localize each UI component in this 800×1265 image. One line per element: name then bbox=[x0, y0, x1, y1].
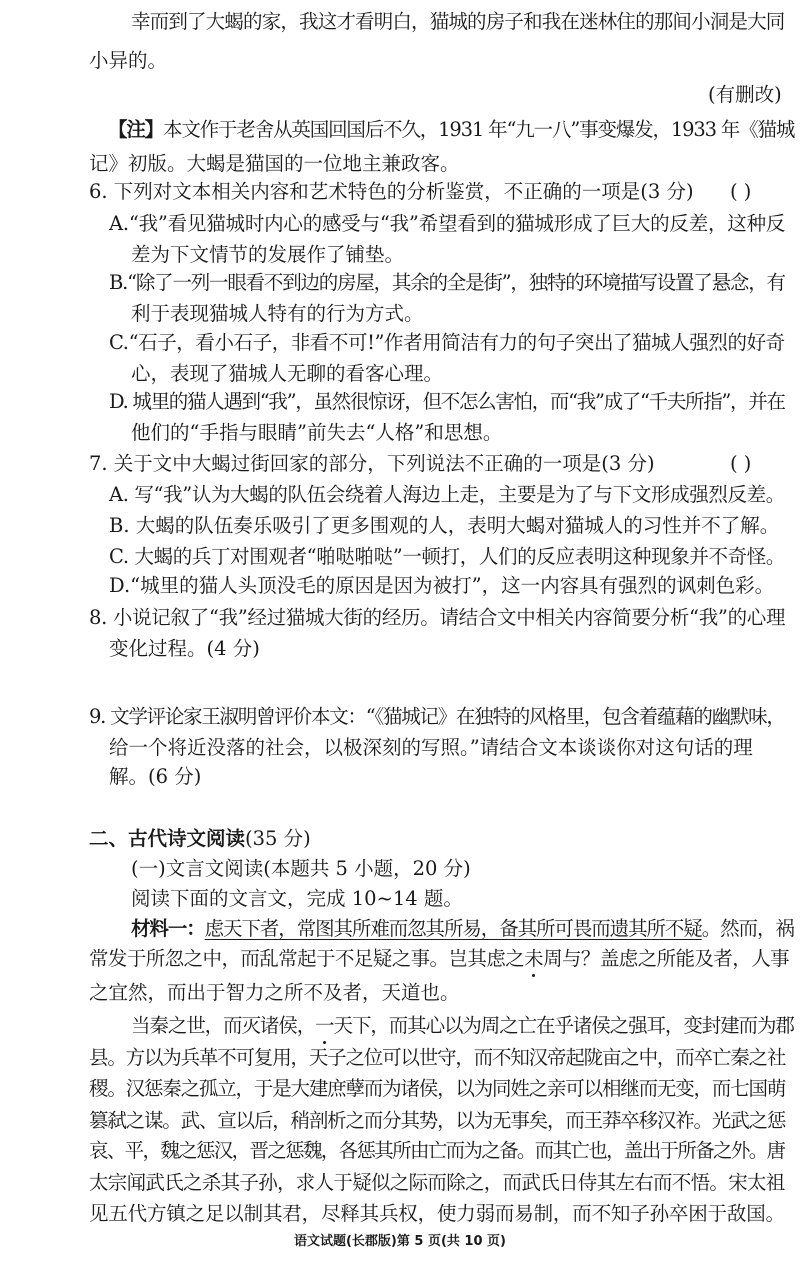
option-6d: D. 城里的猫人遇到“我”，虽然很惊讶，但不怎么害怕，而“我”成了“千夫所指”，并在 bbox=[109, 390, 785, 413]
material-line: 常发于所忽之中，而乱常起于不足疑之事。岂其虑之未周与？盖虑之所能及者，人事 bbox=[89, 947, 790, 970]
option-6d-cont: 他们的“手指与眼睛”前失去“人格”和思想。 bbox=[131, 421, 503, 444]
emphasis-dot-char: 未 bbox=[524, 947, 544, 970]
passage-line: 幸而到了大蝎的家，我这才看明白，猫城的房子和我在迷林住的那间小洞是大同 bbox=[131, 10, 785, 33]
note-label: 【注】 bbox=[108, 118, 164, 141]
question-8-cont: 变化过程。(4 分) bbox=[109, 637, 260, 660]
material-line: 之宜然，而出于智力之所不及者，天道也。 bbox=[89, 981, 460, 1004]
note-text-cont: 记》初版。大蝎是猫国的一位地主兼政客。 bbox=[89, 152, 460, 175]
option-6b-cont: 利于表现猫城人特有的行为方式。 bbox=[131, 302, 424, 325]
emphasis-dot-char: 一 bbox=[315, 1014, 334, 1037]
question-6: 6. 下列对文本相关内容和艺术特色的分析鉴赏，不正确的一项是(3 分) bbox=[89, 180, 694, 203]
option-7c: C. 大蝎的兵丁对围观者“啪哒啪哒”一顿打，人们的反应表明这种现象并不奇怪。 bbox=[109, 545, 786, 568]
material-label: 材料一： bbox=[131, 917, 205, 940]
option-6b: B.“除了一列一眼看不到边的房屋，其余的全是街”，独特的环境描写设置了悬念，有 bbox=[109, 271, 785, 294]
option-6a: A.“我”看见猫城时内心的感受与“我”希望看到的猫城形成了巨大的反差，这种反 bbox=[109, 212, 786, 235]
answer-bracket-7[interactable]: ( ) bbox=[730, 452, 752, 475]
source-note: (有删改) bbox=[708, 83, 782, 106]
option-7d: D.“城里的猫人头顶没毛的原因是因为被打”，这一内容具有强烈的讽刺色彩。 bbox=[109, 574, 775, 597]
section-title: 二、古代诗文阅读 bbox=[89, 827, 246, 850]
page-footer: 语文试题(长郡版)第 5 页(共 10 页) bbox=[293, 1234, 506, 1249]
question-8: 8. 小说记叙了“我”经过猫城大街的经历。请结合文中相关内容简要分析“我”的心理 bbox=[89, 606, 786, 629]
answer-bracket-6[interactable]: ( ) bbox=[730, 180, 752, 203]
note-paragraph bbox=[108, 118, 794, 142]
material-line: 篡弑之谋。武、宣以后，稍剖析之而分其势，以为无事矣，而王莽卒移汉祚。光武之惩 bbox=[89, 1109, 786, 1132]
question-9-cont: 给一个将近没落的社会，以极深刻的写照。”请结合文本谈谈你对这句话的理 bbox=[109, 736, 753, 759]
option-6a-cont: 差为下文情节的发展作了铺垫。 bbox=[131, 243, 405, 266]
material-line: 当秦之世，而灭诸侯，一天下，而其心以为周之亡在乎诸侯之强耳，变封建而为郡 bbox=[131, 1014, 794, 1037]
option-6c-cont: 心，表现了猫城人无聊的看客心理。 bbox=[131, 362, 444, 385]
question-7: 7. 关于文中大蝎过街回家的部分，下列说法不正确的一项是(3 分) bbox=[89, 452, 655, 475]
underlined-sentence: 虑天下者，常图其所难而忽其所易，备其所可畏而遗其所不疑 bbox=[204, 917, 702, 940]
option-6c: C.“石子，看小石子，非看不可!”作者用简洁有力的句子突出了猫城人强烈的好奇 bbox=[109, 331, 785, 354]
option-7a: A. 写“我”认为大蝎的队伍会绕着人海边上走，主要是为了与下文形成强烈反差。 bbox=[109, 483, 785, 506]
subsection-heading: (一)文言文阅读(本题共 5 小题，20 分) bbox=[131, 857, 471, 880]
material-line: 县。方以为兵革不可复用，天子之位可以世守，而不知汉帝起陇亩之中，而卒亡秦之社 bbox=[89, 1046, 786, 1069]
question-9: 9. 文学评论家王淑明曾评价本文：“《猫城记》在独特的风格里，包含着蕴藉的幽默味， bbox=[89, 705, 785, 728]
material-line: 材料一：虑天下者，常图其所难而忽其所易，备其所可畏而遗其所不疑。然而，祸 bbox=[131, 917, 794, 940]
option-7b: B. 大蝎的队伍奏乐吸引了更多围观的人，表明大蝎对猫城人的习性并不了解。 bbox=[109, 514, 780, 537]
passage-line: 小异的。 bbox=[89, 49, 168, 72]
material-line: 哀、平，魏之惩汉，晋之惩魏，各惩其所由亡而为之备。而其亡也，盖出于所备之外。唐 bbox=[89, 1139, 785, 1162]
question-9-cont: 解。(6 分) bbox=[109, 765, 202, 788]
reading-instruction: 阅读下面的文言文，完成 10~14 题。 bbox=[131, 887, 463, 910]
note-text: 本文作于老舍从英国回国后不久，1931 年“九一八”事变爆发，1933 年《猫城 bbox=[163, 118, 795, 141]
section-heading bbox=[89, 827, 311, 851]
material-line: 稷。汉惩秦之孤立，于是大建庶孽而为诸侯，以为同姓之亲可以相继而无变，而七国萌 bbox=[89, 1077, 786, 1100]
section-score: (35 分) bbox=[245, 827, 311, 850]
material-line: 太宗闻武氏之杀其子孙，求人于疑似之际而除之，而武氏日侍其左右而不悟。宋太祖 bbox=[89, 1171, 785, 1194]
material-line: 见五代方镇之足以制其君，尽释其兵权，使力弱而易制，而不知子孙卒困于敌国。 bbox=[89, 1202, 785, 1225]
